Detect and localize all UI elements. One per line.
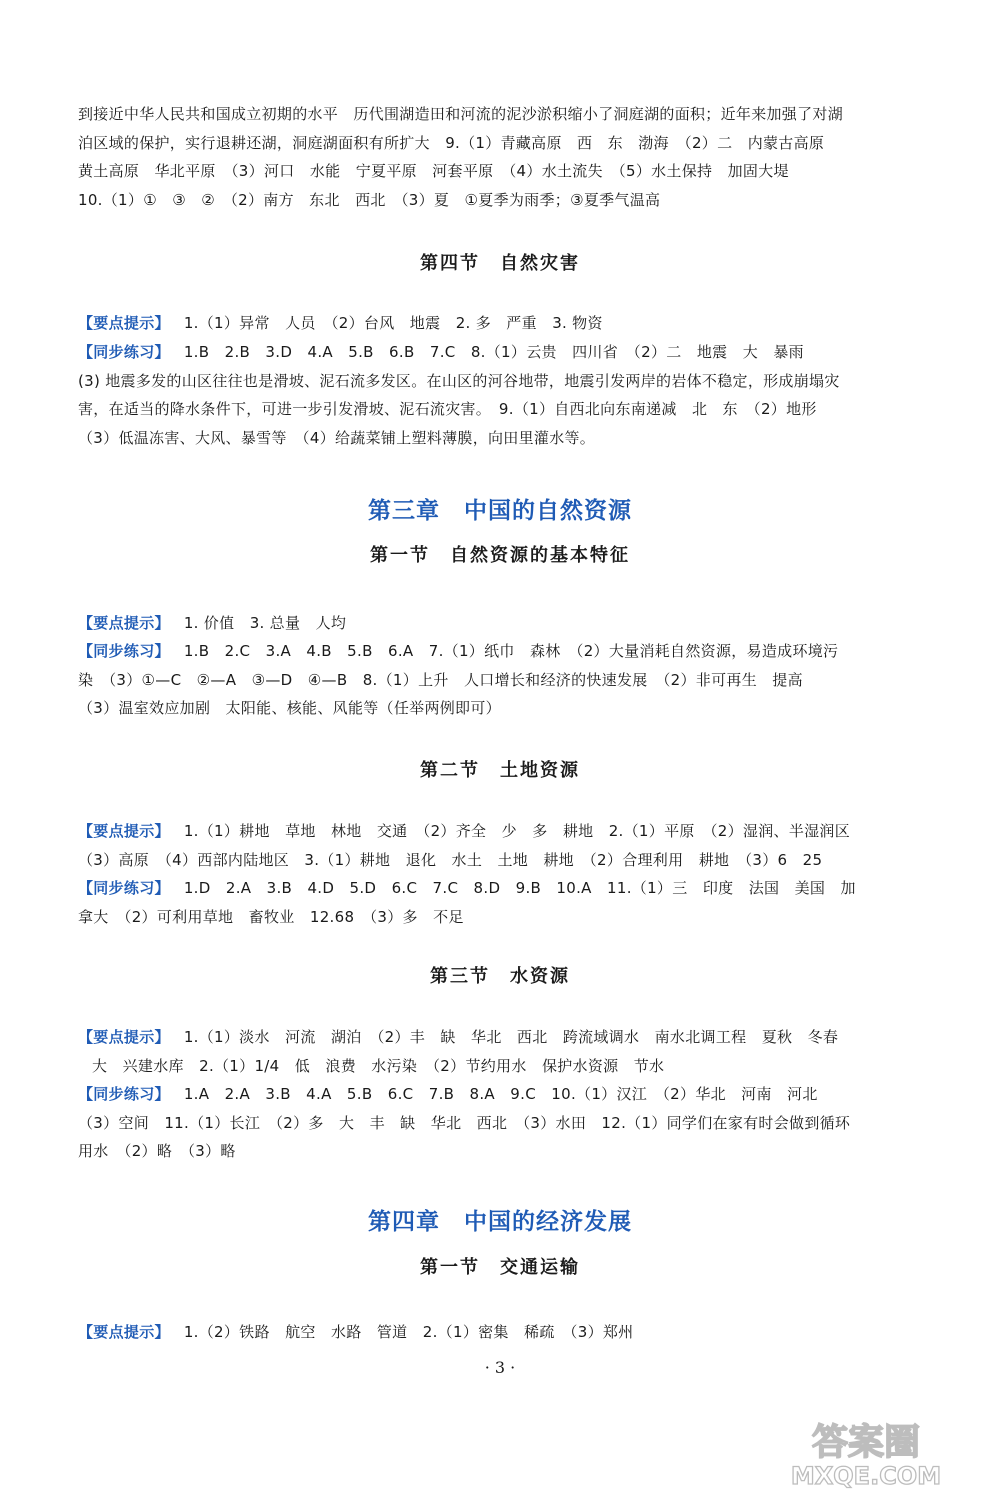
watermark-logo [770, 1412, 960, 1490]
text-line: 1.（1）淡水 河流 湖泊 （2）丰 缺 华北 西北 跨流域调水 南水北调工程 夏秋 冬春 [183, 1028, 839, 1046]
key-points-tag: 【要点提示】 [78, 1028, 170, 1046]
key-points-tag: 【要点提示】 [78, 614, 170, 632]
practice-resource-features [78, 637, 916, 723]
text-line: （3）温室效应加剧 太阳能、核能、风能等（任举两例即可） [78, 699, 501, 717]
section-title-natural-disasters: 第四节 自然灾害 [420, 253, 580, 274]
practice-water-resources [78, 1080, 916, 1166]
text-line: （3）高原 （4）西部内陆地区 3.（1）耕地 退化 水土 土地 耕地 （2）合理利用 耕地 （3）6 25 [78, 850, 823, 869]
chapter-title-4: 第四章 中国的经济发展 [368, 1209, 632, 1235]
text-line: 1.B 2.C 3.A 4.B 5.B 6.A 7.（1）纸巾 森林 （2）大量消耗自然资源，易造成环境污 [183, 642, 839, 660]
text-line: 黄土高原 华北平原 （3）河口 水能 宁夏平原 河套平原 （4）水土流失 （5）水土保持 加固大堤 [78, 162, 789, 180]
practice-natural-disasters [78, 338, 916, 452]
practice-tag: 【同步练习】 [78, 343, 170, 361]
section-title-land-resources: 第二节 土地资源 [420, 760, 580, 781]
text-line: 到接近中华人民共和国成立初期的水平 历代围湖造田和河流的泥沙淤积缩小了洞庭湖的面积；近年来加强了对湖 [78, 105, 844, 123]
text-line: 1.A 2.A 3.B 4.A 5.B 6.C 7.B 8.A 9.C 10.（1）汉江 （2）华北 河南 河北 [183, 1085, 818, 1103]
text-line: 泊区域的保护，实行退耕还湖，洞庭湖面积有所扩大 9.（1）青藏高原 西 东 渤海 （2）二 内蒙古高原 [78, 133, 825, 152]
watermark-en: MXQE.COM [790, 1462, 942, 1490]
key-points-tag: 【要点提示】 [78, 1323, 170, 1341]
page-number: · 3 · [484, 1358, 516, 1377]
practice-land-resources [78, 874, 916, 931]
text-line: 1.（1）耕地 草地 林地 交通 （2）齐全 少 多 耕地 2.（1）平原 （2）湿润、半湿润区 [183, 822, 851, 840]
watermark-cn: 答案圈 [811, 1422, 921, 1463]
key-points-tag: 【要点提示】 [78, 822, 170, 840]
text-line: （3）空间 11.（1）长江 （2）多 大 丰 缺 华北 西北 （3）水田 12.（1）同学们在家有时会做到循环 [78, 1113, 851, 1132]
practice-tag: 【同步练习】 [78, 879, 170, 897]
section-title-resource-features: 第一节 自然资源的基本特征 [370, 545, 630, 566]
text-line: 1.D 2.A 3.B 4.D 5.D 6.C 7.C 8.D 9.B 10.A 11.（1）三 印度 法国 美国 加 [183, 879, 856, 897]
intro-paragraph [78, 100, 916, 214]
key-points-land-resources [78, 817, 916, 874]
key-points-transportation [78, 1318, 916, 1347]
key-points-water-resources [78, 1023, 916, 1080]
text-line: 10.（1）① ③ ② （2）南方 东北 西北 （3）夏 ①夏季为雨季；③夏季气温高 [78, 190, 661, 209]
text-line: （3）低温冻害、大风、暴雪等 （4）给蔬菜铺上塑料薄膜，向田里灌水等。 [78, 428, 596, 447]
text-line: 1.（1）异常 人员 （2）台风 地震 2. 多 严重 3. 物资 [183, 314, 603, 332]
text-line: 拿大 （2）可利用草地 畜牧业 12.68 （3）多 不足 [78, 907, 464, 926]
practice-tag: 【同步练习】 [78, 1085, 170, 1103]
chapter-title-3: 第三章 中国的自然资源 [368, 498, 632, 524]
text-line: 大 兴建水库 2.（1）1/4 低 浪费 水污染 （2）节约用水 保护水资源 节水 [92, 1056, 665, 1075]
text-line: 染 （3）①—C ②—A ③—D ④—B 8.（1）上升 人口增长和经济的快速发展 （2）非可再生 提高 [78, 670, 803, 689]
key-points-tag: 【要点提示】 [78, 314, 170, 332]
watermark-logo-icon [770, 1412, 960, 1490]
text-line: 1. 价值 3. 总量 人均 [183, 614, 347, 632]
key-points-natural-disasters [78, 309, 916, 338]
section-title-water-resources: 第三节 水资源 [430, 966, 570, 987]
text-line: 害，在适当的降水条件下，可进一步引发滑坡、泥石流灾害。 9.（1）自西北向东南递减 北 东 （2）地形 [78, 400, 817, 418]
section-title-transportation: 第一节 交通运输 [420, 1257, 580, 1278]
key-points-resource-features [78, 609, 916, 638]
text-line: 用水 （2）略 （3）略 [78, 1142, 236, 1160]
text-line: (3) 地震多发的山区往往也是滑坡、泥石流多发区。在山区的河谷地带，地震引发两岸的岩体不稳定，形成崩塌灾 [78, 371, 840, 390]
practice-tag: 【同步练习】 [78, 642, 170, 660]
text-line: 1.（2）铁路 航空 水路 管道 2.（1）密集 稀疏 （3）郑州 [183, 1323, 634, 1341]
text-line: 1.B 2.B 3.D 4.A 5.B 6.B 7.C 8.（1）云贵 四川省 （2）二 地震 大 暴雨 [183, 343, 804, 361]
